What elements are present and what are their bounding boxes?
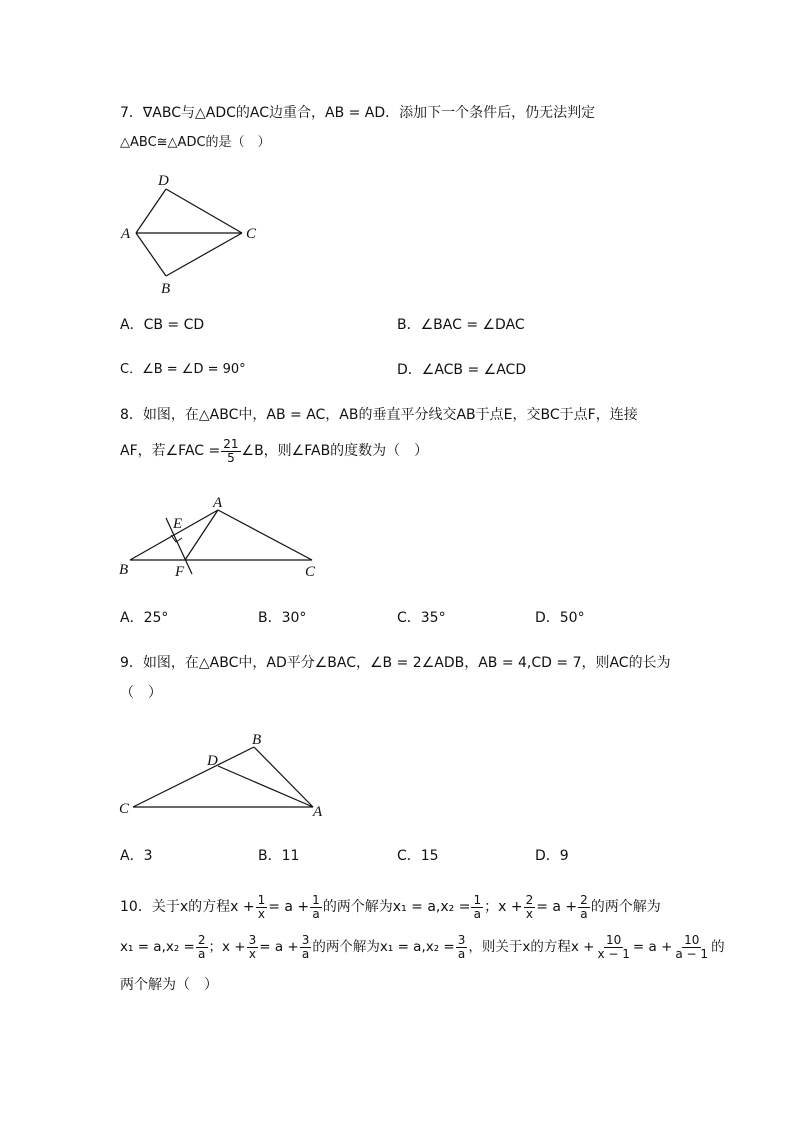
q9-label-A: A [313, 804, 323, 820]
q7-label-A: A [121, 226, 131, 242]
q9-option-d[interactable]: D．9 [535, 848, 569, 864]
q10-stem-line2 [120, 932, 725, 962]
q8-label-F: F [175, 564, 185, 580]
q10-line2-frac-3-den: a [301, 946, 310, 961]
q10-text-3: 的两个解为x₁ = a,x₂ = [322, 899, 471, 915]
q8-frac-den: 5 [227, 450, 235, 465]
q7-option-d[interactable]: D．∠ACB = ∠ACD [397, 362, 527, 378]
q8-stem-pre: AF，若∠FAC = [120, 443, 221, 459]
q9-figure [119, 732, 323, 820]
q8-stem-line1: 8．如图，在△ABC中，AB = AC，AB的垂直平分线交AB于点E，交BC于点F，连接 [120, 407, 638, 423]
q10-text-2: = a + [268, 899, 310, 915]
q10-line2-frac-1-num: 2 [197, 932, 206, 947]
q10-frac-3-num: 1 [473, 892, 482, 907]
q8-fraction [221, 438, 240, 465]
q8-option-a[interactable]: A．25° [120, 610, 169, 626]
q10-line2-frac-6 [673, 934, 710, 961]
q10-line2-frac-1 [196, 934, 208, 961]
q8-frac-num: 21 [223, 436, 239, 451]
q10-text-6: 的两个解为 [590, 899, 661, 915]
q9-label-C: C [119, 801, 130, 817]
q10-frac-2 [310, 894, 322, 921]
q10-text-1: 10．关于x的方程x + [120, 899, 255, 915]
q10-frac-4 [524, 894, 536, 921]
q10-line2-frac-4-num: 3 [457, 932, 466, 947]
q7-stem-line1: 7．∇ABC与△ADC的AC边重合，AB = AD．添加下一个条件后，仍无法判定 [120, 105, 596, 121]
q7-label-B: B [161, 281, 171, 297]
q9-option-b[interactable]: B．11 [258, 848, 300, 864]
q7-option-b[interactable]: B．∠BAC = ∠DAC [397, 317, 525, 333]
q10-frac-2-den: a [312, 906, 320, 921]
q8-option-c[interactable]: C．35° [397, 610, 446, 626]
q9-stem-line2: （ ） [120, 685, 162, 701]
q7-label-C: C [246, 226, 257, 242]
q10-line2-frac-5-den: x − 1 [597, 946, 630, 961]
q10-line2-text-f: = a + [632, 939, 673, 955]
q10-frac-5-den: a [580, 906, 588, 921]
q8-option-b[interactable]: B．30° [258, 610, 307, 626]
q10-frac-1-num: 1 [257, 892, 266, 907]
q8-label-B: B [119, 562, 129, 578]
q10-line2-text-d: 的两个解为x₁ = a,x₂ = [312, 939, 455, 955]
q10-line2-frac-5 [595, 934, 631, 961]
q7-option-a[interactable]: A．CB = CD [120, 317, 205, 333]
q10-frac-5 [578, 894, 590, 921]
q8-figure [119, 495, 316, 580]
q10-frac-4-num: 2 [525, 892, 534, 907]
q9-label-B: B [252, 732, 262, 748]
q10-text-4: ；x + [484, 899, 523, 915]
q10-line2-text-e: ，则关于x的方程x + [468, 939, 595, 955]
q9-option-a[interactable]: A．3 [120, 848, 153, 864]
q10-stem-line1 [120, 892, 661, 922]
q8-label-E: E [173, 516, 183, 532]
q7-figure [120, 173, 257, 297]
q10-line2-frac-4-den: a [457, 946, 466, 961]
q7-label-D: D [158, 173, 169, 189]
q10-frac-2-num: 1 [312, 892, 320, 907]
q10-text-5: = a + [536, 899, 578, 915]
q10-frac-3 [471, 894, 483, 921]
q10-line2-frac-2-den: x [248, 946, 256, 961]
q8-option-d[interactable]: D．50° [535, 610, 585, 626]
q7-option-c[interactable]: C．∠B = ∠D = 90° [120, 362, 246, 377]
q10-frac-1 [256, 894, 268, 921]
q9-option-c[interactable]: C．15 [397, 848, 439, 864]
q8-stem-post: ∠B，则∠FAB的度数为（ ） [241, 443, 429, 459]
q8-stem-line2 [120, 436, 428, 466]
q10-stem-line3: 两个解为（ ） [120, 977, 218, 993]
q10-line2-frac-6-den: a − 1 [675, 946, 709, 961]
q10-line2-frac-3 [300, 934, 312, 961]
q10-line2-frac-1-den: a [198, 946, 206, 961]
q8-label-A: A [213, 495, 223, 511]
q10-line2-text-a: x₁ = a,x₂ = [120, 939, 195, 955]
q7-stem-line2: △ABC≅△ADC的是（ ） [120, 135, 271, 150]
q9-stem-line1: 9．如图，在△ABC中，AD平分∠BAC，∠B = 2∠ADB，AB = 4,CD = 7，则AC的长为 [120, 655, 671, 671]
q10-line2-frac-4 [456, 934, 468, 961]
q10-line2-frac-2-num: 3 [248, 932, 257, 947]
q10-line2-frac-2 [247, 934, 259, 961]
q10-line2-frac-5-num: 10 [606, 932, 622, 947]
q10-line2-frac-6-num: 10 [684, 932, 700, 947]
q10-frac-4-den: x [525, 906, 533, 921]
q10-line2-frac-3-num: 3 [301, 932, 310, 947]
q10-line2-text-b: ；x + [208, 939, 246, 955]
q10-frac-5-num: 2 [580, 892, 588, 907]
q8-label-C: C [305, 564, 316, 580]
q10-line2-text-c: = a + [259, 939, 299, 955]
q10-frac-3-den: a [473, 906, 481, 921]
q10-frac-1-den: x [257, 906, 265, 921]
q10-line2-text-g: 的 [711, 939, 725, 955]
q9-label-D: D [207, 753, 218, 769]
